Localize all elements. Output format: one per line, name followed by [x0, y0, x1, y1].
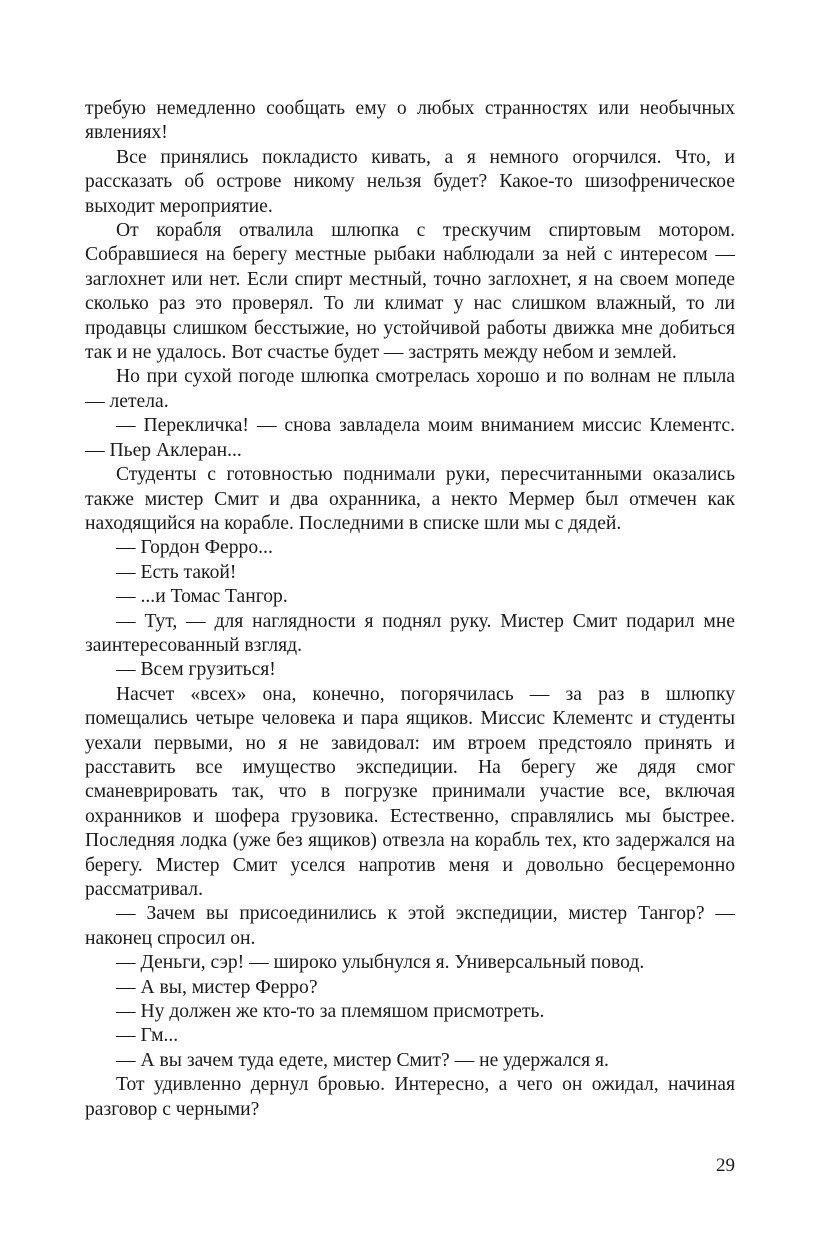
paragraph: — Деньги, сэр! — широко улыбнулся я. Универсальный повод.	[116, 952, 645, 974]
page-number: 29	[716, 1155, 735, 1176]
paragraph: Насчет «всех» она, конечно, погорячилась — за раз в шлюпку помещались четыре человека и пара ящиков. Миссис Клементс и студенты уехали первыми, но я не завидовал: им втроем предстояло принять и расставить все имущество экспедиции. На берегу же дядя смог сманеврировать так, что в погрузке принимали участие все, включая охранников и шофера грузовика. Естественно, справлялись мы быстрее. Последняя лодка (уже без ящиков) отвезла на корабль тех, кто задержался на берегу. Мистер Смит уселся напротив меня и довольно бесцеремонно рассматривал.	[85, 683, 735, 900]
paragraph: — Есть такой!	[116, 561, 237, 583]
paragraph: — Зачем вы присоединились к этой экспедиции, мистер Тангор? — наконец спросил он.	[85, 903, 735, 949]
paragraph: — Ну должен же кто-то за племяшом присмотреть.	[116, 1001, 545, 1023]
paragraph: — Гордон Ферро...	[116, 537, 273, 559]
paragraph: Студенты с готовностью поднимали руки, пересчитанными оказались также мистер Смит и два охранника, а некто Мермер был отмечен как находящийся на корабле. Последними в списке шли мы с дядей.	[85, 464, 735, 534]
paragraph: — Тут, — для наглядности я поднял руку. Мистер Смит подарил мне заинтересованный взгляд.	[85, 610, 735, 656]
body-text	[85, 97, 735, 1122]
paragraph: Тот удивленно дернул бровью. Интересно, а чего он ожидал, начиная разговор с черными?	[85, 1074, 735, 1120]
paragraph: Все принялись покладисто кивать, а я немного огорчился. Что, и рассказать об острове никому нельзя будет? Какое-то шизофреническое выходит мероприятие.	[85, 146, 735, 217]
paragraph: Но при сухой погоде шлюпка смотрелась хорошо и по волнам не плыла — летела.	[85, 366, 735, 412]
paragraph-continued: требую немедленно сообщать ему о любых странностях или необычных явлениях!	[85, 98, 735, 144]
paragraph: — А вы зачем туда едете, мистер Смит? — не удержался я.	[116, 1049, 609, 1071]
paragraph: — Всем грузиться!	[116, 659, 276, 681]
paragraph: — Гм...	[116, 1025, 179, 1047]
paragraph: — А вы, мистер Ферро?	[116, 976, 318, 998]
paragraph: От корабля отвалила шлюпка с трескучим спиртовым мотором. Собравшиеся на берегу местные рыбаки наблюдали за ней с интересом — заглохнет или нет. Если спирт местный, точно заглохнет, я на своем мопеде сколько раз это проверял. То ли климат у нас слишком влажный, то ли продавцы слишком бесстыжие, но устойчивой работы движка мне добиться так и не удалось. Вот счастье будет — застрять между небом и землей.	[85, 220, 735, 364]
paragraph: — ...и Томас Тангор.	[116, 586, 288, 608]
paragraph: — Перекличка! — снова завладела моим вниманием миссис Клементс. — Пьер Аклеран...	[85, 415, 735, 461]
